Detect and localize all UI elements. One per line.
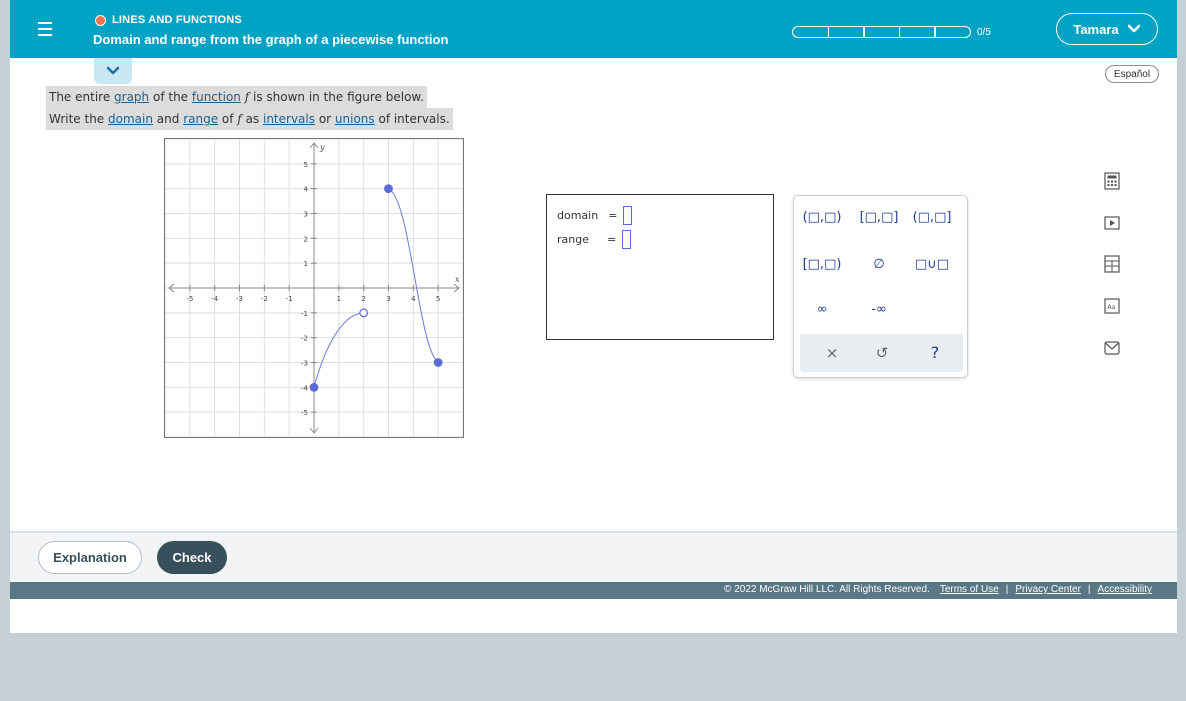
help-icon[interactable]: ?: [930, 343, 940, 362]
prompt-line-2: [46, 108, 453, 130]
x-tick-label: -4: [211, 295, 219, 303]
explanation-button[interactable]: Explanation: [38, 541, 142, 574]
topic-label: [95, 14, 242, 26]
progress-bar: [792, 26, 991, 38]
progress-segment: [828, 26, 865, 38]
language-button[interactable]: Español: [1105, 65, 1159, 83]
glossary-link-function[interactable]: function: [191, 90, 241, 104]
separator: |: [1005, 584, 1009, 595]
video-icon[interactable]: [1102, 213, 1122, 233]
keypad-actions: [800, 334, 963, 372]
domain-row: [557, 206, 632, 225]
undo-icon[interactable]: ↺: [875, 344, 889, 362]
dictionary-icon[interactable]: [1102, 296, 1122, 316]
key-open-closed-interval[interactable]: (□,□]: [912, 210, 952, 225]
key-negative-infinity[interactable]: -∞: [871, 302, 887, 317]
piece-2-end-point: [434, 359, 442, 367]
progress-segment: [934, 26, 971, 38]
answer-area: [546, 194, 774, 340]
prompt-text: The entire: [49, 90, 115, 104]
function-graph: [164, 138, 464, 438]
prompt-text: Write the: [49, 112, 109, 126]
separator: |: [1087, 584, 1091, 595]
y-tick-label: 4: [303, 185, 308, 194]
message-icon[interactable]: [1102, 338, 1122, 358]
y-tick-label: -5: [301, 409, 308, 418]
piece-1-start-point: [310, 384, 318, 392]
header-bar: [10, 0, 1177, 58]
x-tick-label: -1: [285, 295, 293, 303]
y-tick-label: -2: [301, 334, 308, 343]
terms-link[interactable]: Terms of Use: [939, 584, 999, 595]
prompt-text: as: [241, 112, 263, 126]
progress-text: 0/5: [977, 26, 991, 38]
x-axis-label: x: [455, 275, 460, 284]
hamburger-icon: [38, 22, 52, 24]
glossary-link-intervals[interactable]: intervals: [262, 112, 315, 126]
key-infinity[interactable]: ∞: [816, 302, 828, 317]
privacy-link[interactable]: Privacy Center: [1015, 584, 1081, 595]
range-input[interactable]: [622, 230, 631, 249]
piece-1-end-point: [360, 309, 368, 317]
copyright-text: © 2022 McGraw Hill LLC. All Rights Reserved.: [724, 584, 930, 595]
x-tick-label: 3: [386, 295, 391, 303]
piece-2-start-point: [385, 185, 393, 193]
function-variable: f: [244, 90, 250, 104]
check-button[interactable]: Check: [157, 541, 227, 574]
chevron-down-icon: [106, 66, 120, 76]
x-tick-label: 1: [336, 295, 342, 303]
prompt-text: of the: [149, 90, 192, 104]
y-tick-label: -1: [301, 309, 308, 318]
collapse-header-button[interactable]: [94, 58, 132, 84]
prompt-text: or: [315, 112, 335, 126]
table-icon[interactable]: [1102, 254, 1122, 274]
hamburger-icon-bar: [38, 28, 52, 30]
y-tick-label: 1: [303, 260, 308, 269]
prompt-text: and: [152, 112, 184, 126]
x-tick-label: -3: [236, 295, 243, 303]
copyright-content: [724, 584, 1152, 595]
calculator-icon[interactable]: [1102, 171, 1122, 191]
domain-label: domain: [557, 209, 599, 222]
prompt-text: of: [218, 112, 238, 126]
y-tick-label: 2: [303, 235, 308, 244]
topic-text: LINES AND FUNCTIONS: [112, 14, 242, 26]
key-union[interactable]: □∪□: [914, 257, 950, 272]
user-menu-button[interactable]: [1056, 13, 1158, 45]
key-empty-set[interactable]: ∅: [873, 257, 885, 272]
range-label: range: [557, 233, 589, 246]
user-name: Tamara: [1073, 21, 1119, 37]
glossary-link-domain[interactable]: domain: [108, 112, 153, 126]
chevron-down-icon: [1127, 24, 1141, 34]
x-tick-label: -5: [186, 295, 194, 303]
glossary-link-range[interactable]: range: [183, 112, 219, 126]
progress-segment: [863, 26, 900, 38]
equals-sign: =: [607, 233, 617, 246]
page-title: Domain and range from the graph of a piecewise function: [93, 32, 449, 47]
hamburger-icon-bar: [38, 34, 52, 36]
equals-sign: =: [608, 209, 618, 222]
key-open-open-interval[interactable]: (□,□): [802, 210, 842, 225]
y-tick-label: 3: [303, 210, 308, 219]
x-tick-label: 5: [435, 295, 441, 303]
x-tick-label: -2: [260, 295, 268, 303]
glossary-link-unions[interactable]: unions: [334, 112, 375, 126]
y-tick-label: 5: [303, 160, 308, 169]
graph-canvas: [165, 139, 463, 437]
domain-input[interactable]: [623, 206, 632, 225]
glossary-link-graph[interactable]: graph: [114, 90, 150, 104]
function-variable: f: [237, 112, 242, 126]
question-prompt: [46, 86, 453, 130]
menu-button[interactable]: [10, 0, 80, 58]
topic-status-icon: [95, 15, 106, 26]
accessibility-link[interactable]: Accessibility: [1097, 584, 1152, 595]
copyright-bar: [10, 582, 1177, 599]
progress-segment: [899, 26, 936, 38]
svg-text:Aa: Aa: [1107, 304, 1116, 311]
x-tick-label: 4: [411, 295, 416, 303]
prompt-text: is shown in the figure below.: [249, 90, 424, 104]
y-axis-label: y: [320, 143, 325, 152]
key-closed-closed-interval[interactable]: [□,□]: [859, 210, 899, 225]
range-row: [557, 230, 631, 249]
prompt-line-1: [46, 86, 427, 108]
prompt-text: of intervals.: [374, 112, 450, 126]
y-tick-label: -4: [301, 384, 308, 393]
key-closed-open-interval[interactable]: [□,□): [802, 257, 842, 272]
x-tick-label: 2: [361, 295, 366, 303]
math-keypad: [793, 195, 968, 378]
y-tick-label: -3: [301, 359, 308, 368]
progress-segment: [792, 26, 829, 38]
app-window: [10, 0, 1177, 633]
clear-icon[interactable]: ×: [825, 344, 839, 362]
